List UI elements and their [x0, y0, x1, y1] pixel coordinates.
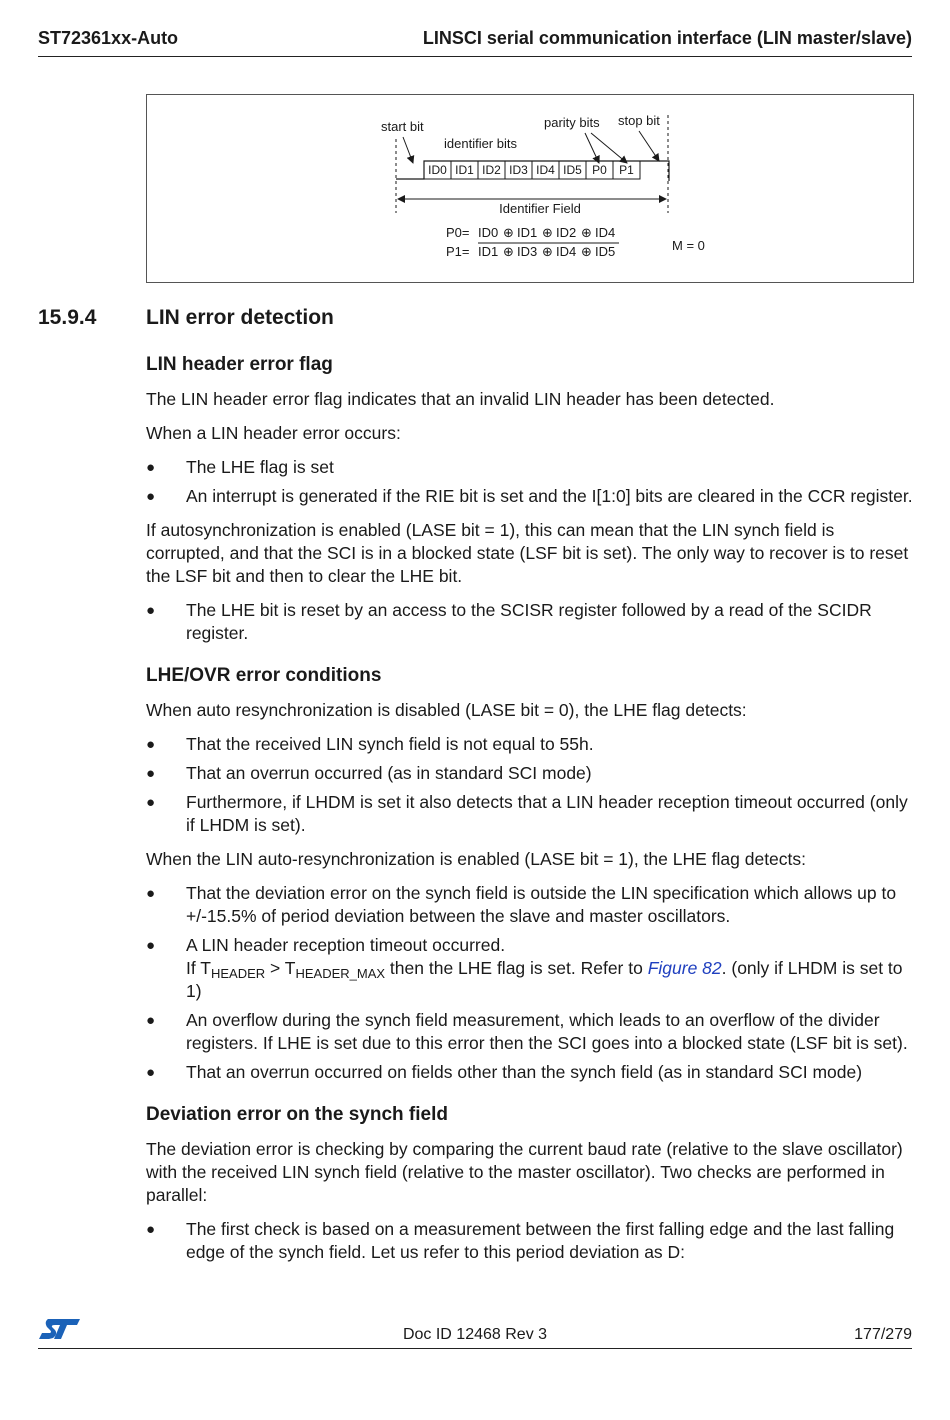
list-item-text: Furthermore, if LHDM is set it also detects that a LIN header reception timeout occurred (only if LHDM is set). [186, 792, 908, 835]
bit-label-id2: ID2 [482, 163, 501, 177]
bullet-list [146, 599, 916, 645]
bit-label-id5: ID5 [563, 163, 582, 177]
list-item-text: An interrupt is generated if the RIE bit is set and the I[1:0] bits are cleared in the CCR register. [186, 486, 913, 506]
paragraph: The deviation error is checking by comparing the current baud rate (relative to the slave oscillator) with the received LIN synch field (relative to the master oscillator). Two checks are performed in parallel: [146, 1139, 903, 1205]
eq-p0-term4: ID4 [595, 225, 616, 240]
bit-label-id0: ID0 [428, 163, 447, 177]
paragraph: When auto resynchronization is disabled (LASE bit = 0), the LHE flag detects: [146, 700, 747, 720]
bullet-icon: ● [146, 1221, 156, 1238]
list-item [146, 1061, 916, 1084]
bullet-icon: ● [146, 885, 156, 902]
eq-p0-op2: ⊕ [542, 225, 553, 240]
eq-p1-term1: ID1 [478, 244, 499, 259]
figure-82-link[interactable]: Figure 82 [647, 958, 722, 978]
bullet-icon: ● [146, 459, 156, 476]
bullet-icon: ● [146, 736, 156, 753]
section-title: LIN error detection [146, 306, 334, 329]
lhe-ovr-error-conditions-heading: LHE/OVR error conditions [146, 665, 382, 686]
condition-end-text: . (only if LHDM is set to 1) [186, 958, 903, 1001]
bit-label-id3: ID3 [509, 163, 528, 177]
paragraph: If autosynchronization is enabled (LASE bit = 1), this can mean that the LIN synch field is corrupted, and that the SCI is in a blocked state (LSF bit is set). The only way to recover is to reset the LSF bit and then to clear the LHE bit. [146, 520, 909, 586]
list-item-text: That an overrun occurred on fields other than the synch field (as in standard SCI mode) [186, 1062, 863, 1082]
list-item-text: The LHE flag is set [186, 457, 334, 477]
header-product: ST72361xx-Auto [38, 28, 179, 48]
body-content [146, 352, 916, 1275]
list-item [146, 1218, 916, 1264]
eq-p0-term3: ID2 [556, 225, 577, 240]
t-symbol: If T [186, 958, 211, 978]
eq-p1-op1: ⊕ [503, 244, 514, 259]
eq-p1-term2: ID3 [517, 244, 538, 259]
bullet-icon: ● [146, 488, 156, 505]
gt-operator: > T [265, 958, 296, 978]
bit-label-id4: ID4 [536, 163, 555, 177]
stop-bit-arrow [639, 131, 659, 161]
page-footer [38, 1322, 912, 1349]
bit-label-id1: ID1 [455, 163, 474, 177]
parity-bits-label: parity bits [544, 115, 600, 130]
list-item [146, 791, 916, 837]
parity-equation-p1 [446, 243, 619, 259]
list-item-text: That an overrun occurred (as in standard SCI mode) [186, 763, 592, 783]
eq-p1-term3: ID4 [556, 244, 577, 259]
identifier-field-label: Identifier Field [499, 201, 581, 216]
list-item [146, 733, 916, 756]
eq-p0-term2: ID1 [517, 225, 538, 240]
header-max-subscript: HEADER_MAX [295, 966, 386, 981]
list-item [146, 485, 916, 508]
eq-p0-op3: ⊕ [581, 225, 592, 240]
parity-equation-p0 [446, 225, 615, 240]
identifier-field-diagram [147, 95, 913, 282]
eq-p1-op2: ⊕ [542, 244, 553, 259]
paragraph: When a LIN header error occurs: [146, 423, 401, 443]
eq-p0-term1: ID0 [478, 225, 499, 240]
paragraph: The LIN header error flag indicates that an invalid LIN header has been detected. [146, 389, 775, 409]
eq-p1-op3: ⊕ [581, 244, 592, 259]
bit-label-p0: P0 [592, 163, 607, 177]
header-subscript: HEADER [210, 966, 266, 981]
eq-p0-op1: ⊕ [503, 225, 514, 240]
bullet-list [146, 1218, 916, 1264]
list-item [146, 1009, 916, 1055]
stop-bit-label: stop bit [618, 113, 660, 128]
start-bit-arrow [403, 137, 413, 163]
list-item [146, 762, 916, 785]
list-item-text: That the received LIN synch field is not equal to 55h. [186, 734, 594, 754]
identifier-field-figure [146, 94, 914, 283]
list-item-text: The first check is based on a measurement between the first falling edge and the last falling edge of the synch field. Let us refer to this period deviation as D: [186, 1219, 895, 1262]
page-number: 177/279 [854, 1326, 912, 1343]
mode-label: M = 0 [672, 238, 705, 253]
timeout-condition [186, 958, 903, 1001]
list-item-text: An overflow during the synch field measurement, which leads to an overflow of the divider registers. If LHE is set due to this error then the SCI goes into a blocked state (LSF bit is set). [186, 1010, 908, 1053]
list-item [146, 934, 916, 1003]
list-item [146, 882, 916, 928]
doc-id: Doc ID 12468 Rev 3 [402, 1326, 548, 1343]
bullet-icon: ● [146, 602, 156, 619]
bullet-list [146, 456, 916, 508]
list-item-text: That the deviation error on the synch field is outside the LIN specification which allows up to +/-15.5% of period deviation between the slave and master oscillators. [186, 883, 897, 926]
identifier-bits-label: identifier bits [444, 136, 517, 151]
bit-cells [424, 161, 640, 179]
bullet-icon: ● [146, 937, 156, 954]
bullet-icon: ● [146, 1064, 156, 1081]
list-item [146, 599, 916, 645]
list-item-text: A LIN header reception timeout occurred. [186, 935, 506, 955]
eq-p1-term4: ID5 [595, 244, 616, 259]
header-chapter-title: LINSCI serial communication interface (LIN master/slave) [422, 28, 912, 48]
bullet-list [146, 882, 916, 1084]
bullet-icon: ● [146, 765, 156, 782]
bit-label-p1: P1 [619, 163, 634, 177]
lin-header-error-flag-heading: LIN header error flag [146, 354, 333, 375]
eq-p0-lhs: P0= [446, 225, 470, 240]
section-number: 15.9.4 [38, 306, 97, 329]
deviation-error-heading: Deviation error on the synch field [146, 1104, 448, 1125]
bullet-icon: ● [146, 1012, 156, 1029]
bullet-icon: ● [146, 794, 156, 811]
page-header [38, 24, 912, 57]
paragraph: When the LIN auto-resynchronization is enabled (LASE bit = 1), the LHE flag detects: [146, 849, 807, 869]
then-text: then the LHE flag is set. Refer to [385, 958, 648, 978]
start-bit-label: start bit [381, 119, 424, 134]
list-item [146, 456, 916, 479]
list-item-text: The LHE bit is reset by an access to the SCISR register followed by a read of the SCIDR register. [186, 600, 872, 643]
eq-p1-lhs: P1= [446, 244, 470, 259]
bullet-list [146, 733, 916, 837]
